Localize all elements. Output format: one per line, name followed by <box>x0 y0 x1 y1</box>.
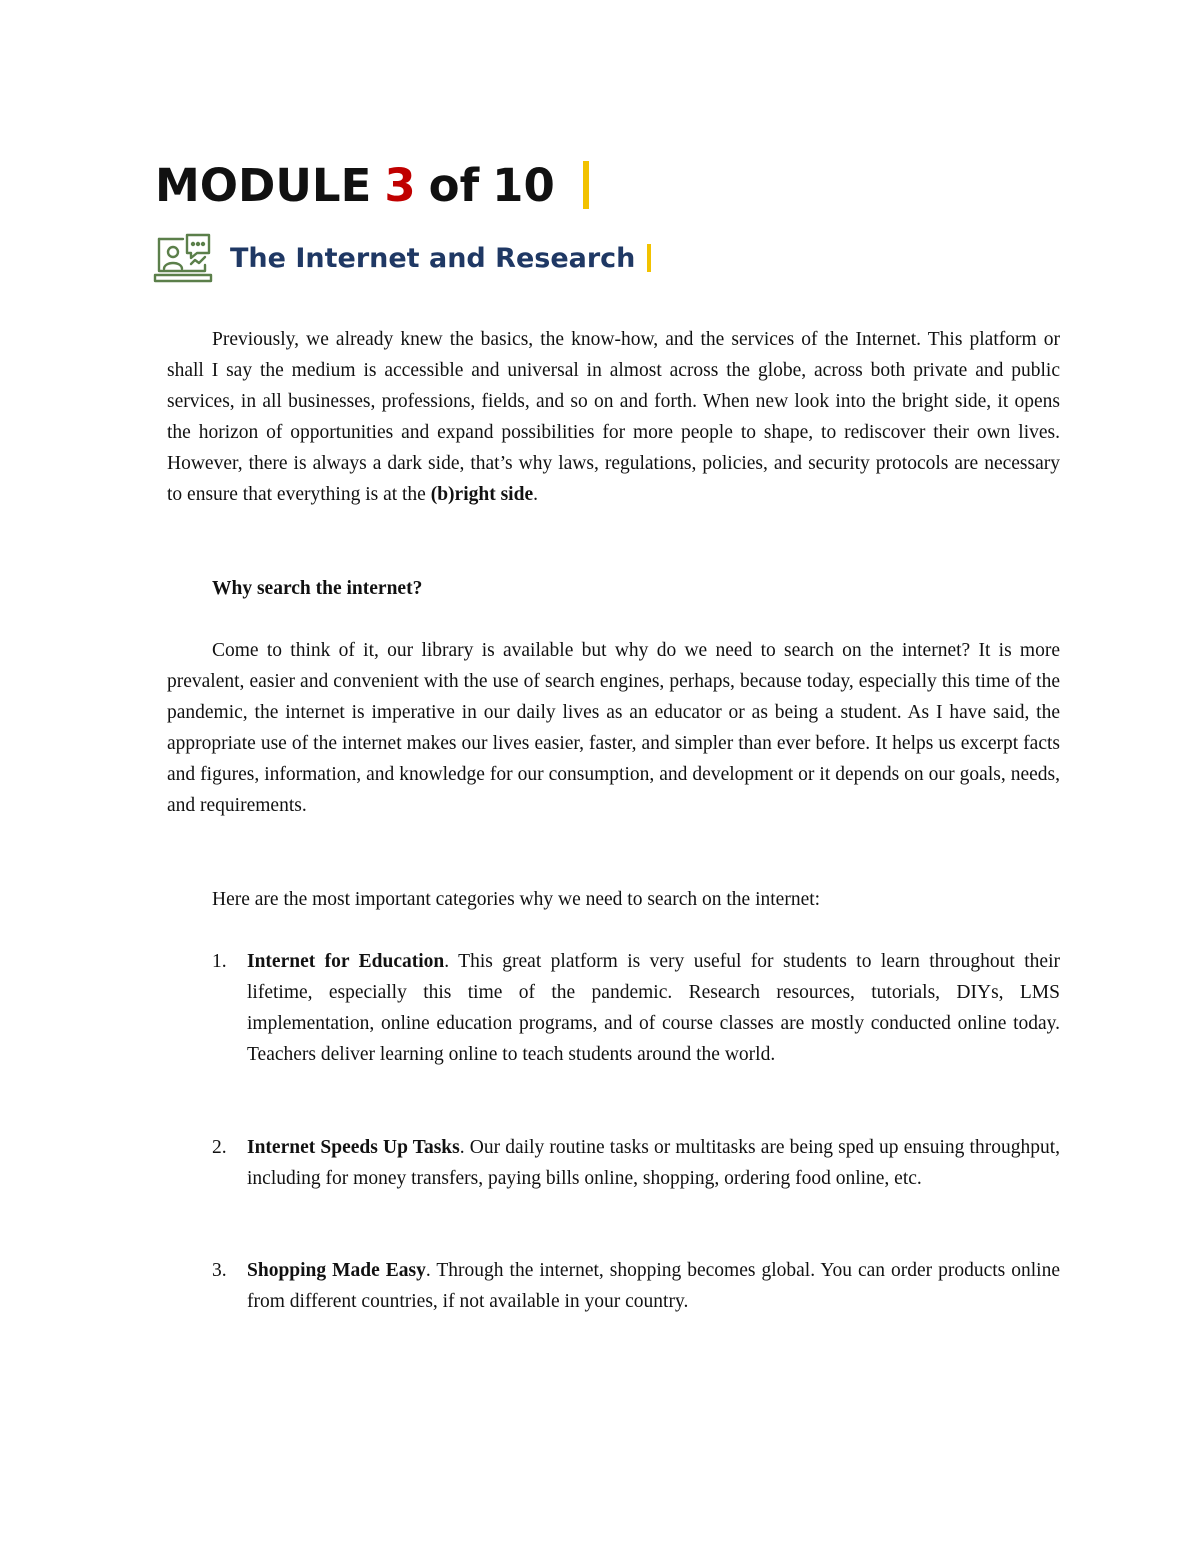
list-number: 2. <box>212 1137 227 1158</box>
list-body <box>247 1132 1060 1194</box>
list-text: . Our daily routine tasks or multitasks are being sped up ensuing throughput, including for money transfers, paying bills online, shopping, ordering food online, etc. <box>247 1137 1060 1189</box>
list-body <box>247 1255 1060 1317</box>
list-title: Internet for Education <box>247 951 445 972</box>
intro-bold-phrase: (b)right side <box>430 484 534 505</box>
title-accent-bar <box>583 161 589 209</box>
categories-intro: Here are the most important categories why we need to search on the internet: <box>212 889 821 910</box>
list-number: 3. <box>212 1260 227 1281</box>
module-number: 3 <box>384 158 416 212</box>
list-title: Internet Speeds Up Tasks <box>247 1137 460 1158</box>
subtitle-accent-bar <box>647 244 651 272</box>
list-title: Shopping Made Easy <box>247 1260 426 1281</box>
search-paragraph: Come to think of it, our library is available but why do we need to search on the internet? It is more prevalent, easier and convenient with the use of search engines, perhaps, because today, especially this time of the pandemic, the internet is imperative in our daily lives as an educator or as being a student. As I have said, the appropriate use of the internet makes our lives easier, faster, and simpler than ever before. It helps us excerpt facts and figures, information, and knowledge for our consumption, and development or it depends on our goals, needs, and requirements. <box>167 640 1060 816</box>
section-heading: Why search the internet? <box>212 578 423 599</box>
module-subtitle: The Internet and Research <box>230 242 636 274</box>
list-body <box>247 946 1060 1070</box>
of-word: of <box>428 158 480 212</box>
module-word: MODULE <box>155 158 372 212</box>
intro-end: . <box>533 484 538 505</box>
intro-paragraph <box>167 324 1060 510</box>
module-title <box>155 152 589 218</box>
list-text: . Through the internet, shopping becomes global. You can order products online from different countries, if not available in your country. <box>247 1260 1060 1312</box>
module-total: 10 <box>492 158 555 212</box>
intro-text: Previously, we already knew the basics, the know-how, and the services of the Internet. This platform or shall I say the medium is accessible and universal in almost across the globe, across both private and public services, in all businesses, professions, fields, and so on and forth. When new look into the bright side, it opens the horizon of opportunities and expand possibilities for more people to shape, to rediscover their own lives. However, there is always a dark side, that’s why laws, regulations, policies, and security protocols are necessary to ensure that everything is at the <box>167 329 1060 505</box>
online-meeting-icon <box>153 231 213 285</box>
list-text: . This great platform is very useful for students to learn throughout their lifetime, especially this time of the pandemic. Research resources, tutorials, DIYs, LMS implementation, online education programs, and of course classes are mostly conducted online today. Teachers deliver learning online to teach students around the world. <box>247 951 1060 1065</box>
list-number: 1. <box>212 951 227 972</box>
subtitle-row <box>153 230 651 286</box>
